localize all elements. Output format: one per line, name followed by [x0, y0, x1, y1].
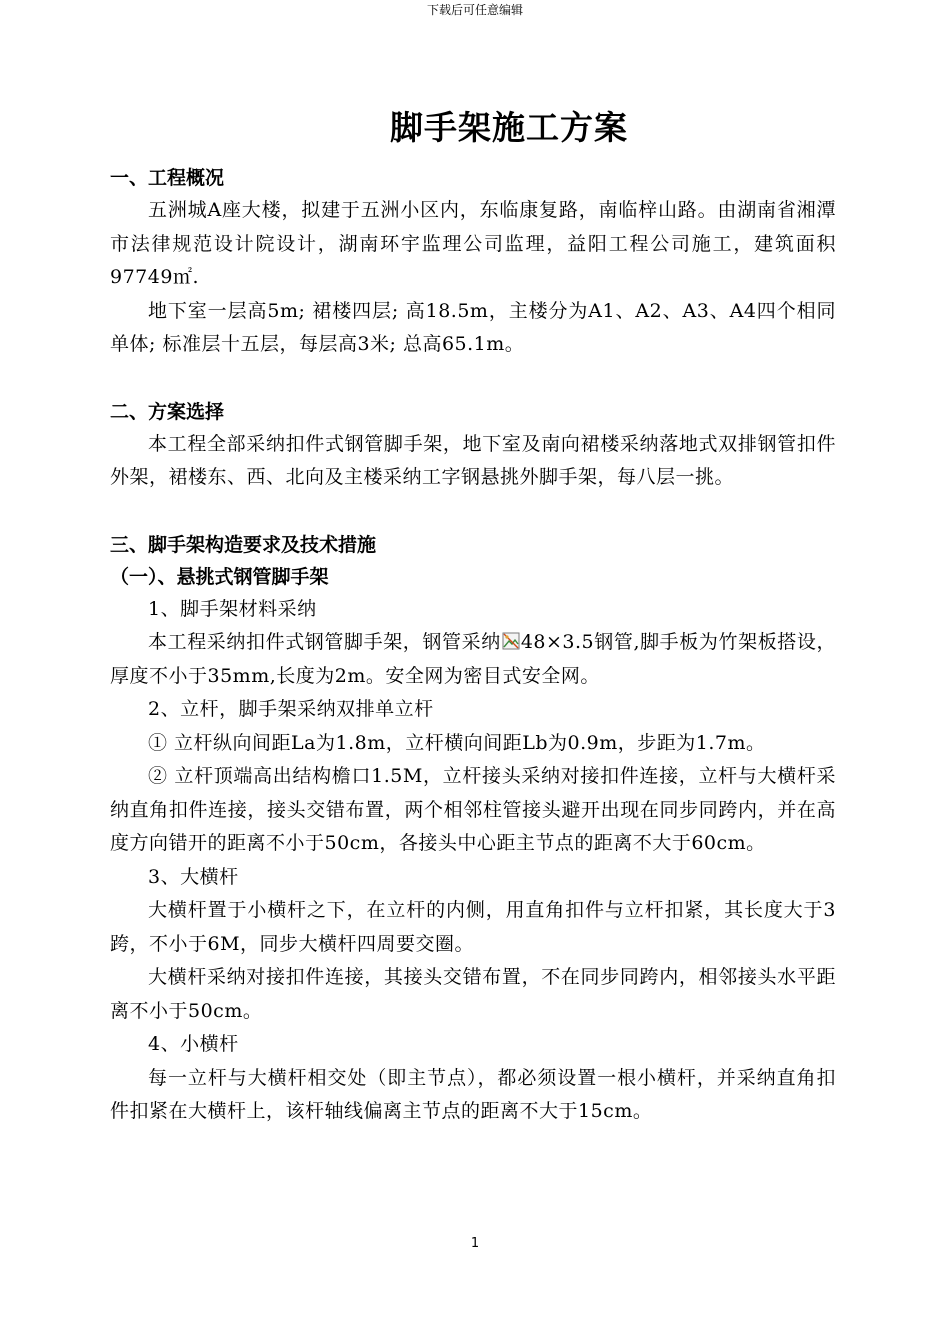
- paragraph-materials: [110, 626, 836, 693]
- paragraph-materials-text-b: 48×3.5钢管,脚手板为竹架板搭设，厚度不小于35mm,长度为2m。安全网为密目式安全网。: [110, 631, 836, 687]
- paragraph-plan-1: 本工程全部采纳扣件式钢管脚手架，地下室及南向裙楼采纳落地式双排钢管扣件外架，裙楼东、西、北向及主楼采纳工字钢悬挑外脚手架，每八层一挑。: [110, 432, 836, 488]
- paragraph-ledger-1: 大横杆置于小横杆之下，在立杆的内侧，用直角扣件与立杆扣紧，其长度大于3跨，不小于6M，同步大横杆四周要交圈。: [110, 899, 836, 955]
- paragraph-ledger-2: 大横杆采纳对接扣件连接，其接头交错布置，不在同步同跨内，相邻接头水平距离不小于50cm。: [110, 966, 836, 1022]
- page-number: 1: [470, 1236, 480, 1251]
- document-body: [110, 162, 836, 1129]
- item-heading-ledger: 3、大横杆: [148, 865, 239, 888]
- section-heading-construction: 三、脚手架构造要求及技术措施: [110, 533, 377, 556]
- item-heading-uprights: 2、立杆，脚手架采纳双排单立杆: [148, 698, 434, 720]
- paragraph-overview-2: 地下室一层高5m; 裙楼四层; 高18.5m，主楼分为A1、A2、A3、A4四个相同单体; 标准层十五层，每层高3米; 总高65.1m。: [110, 299, 836, 355]
- broken-image-icon: [502, 632, 520, 650]
- section-heading-plan: 二、方案选择: [110, 400, 225, 423]
- paragraph-overview-1: 五洲城A座大楼，拟建于五洲小区内，东临康复路，南临梓山路。由湖南省湘潭市法律规范设计院设计，湖南环宇监理公司监理，益阳工程公司施工，建筑面积97749㎡.: [110, 199, 836, 288]
- paragraph-uprights-2: ② 立杆顶端高出结构檐口1.5M，立杆接头采纳对接扣件连接，立杆与大横杆采纳直角扣件连接，接头交错布置，两个相邻柱管接头避开出现在同步同跨内，并在高度方向错开的距离不小于50cm，各接头中心距主节点的距离不大于60cm。: [110, 765, 836, 854]
- document-title: 脚手架施工方案: [390, 108, 628, 147]
- subsection-heading-cantilever: （一）、悬挑式钢管脚手架: [110, 565, 329, 588]
- page-header: 下载后可任意编辑: [426, 3, 523, 17]
- item-heading-materials: 1、脚手架材料采纳: [148, 597, 317, 620]
- item-heading-transom: 4、小横杆: [148, 1033, 239, 1055]
- paragraph-materials-text-a: 本工程采纳扣件式钢管脚手架，钢管采纳: [148, 631, 501, 653]
- paragraph-transom-1: 每一立杆与大横杆相交处（即主节点），都必须设置一根小横杆，并采纳直角扣件扣紧在大横杆上，该杆轴线偏离主节点的距离不大于15cm。: [110, 1066, 836, 1122]
- section-heading-overview: 一、工程概况: [110, 167, 225, 189]
- paragraph-uprights-1: ① 立杆纵向间距La为1.8m，立杆横向间距Lb为0.9m，步距为1.7m。: [148, 731, 766, 754]
